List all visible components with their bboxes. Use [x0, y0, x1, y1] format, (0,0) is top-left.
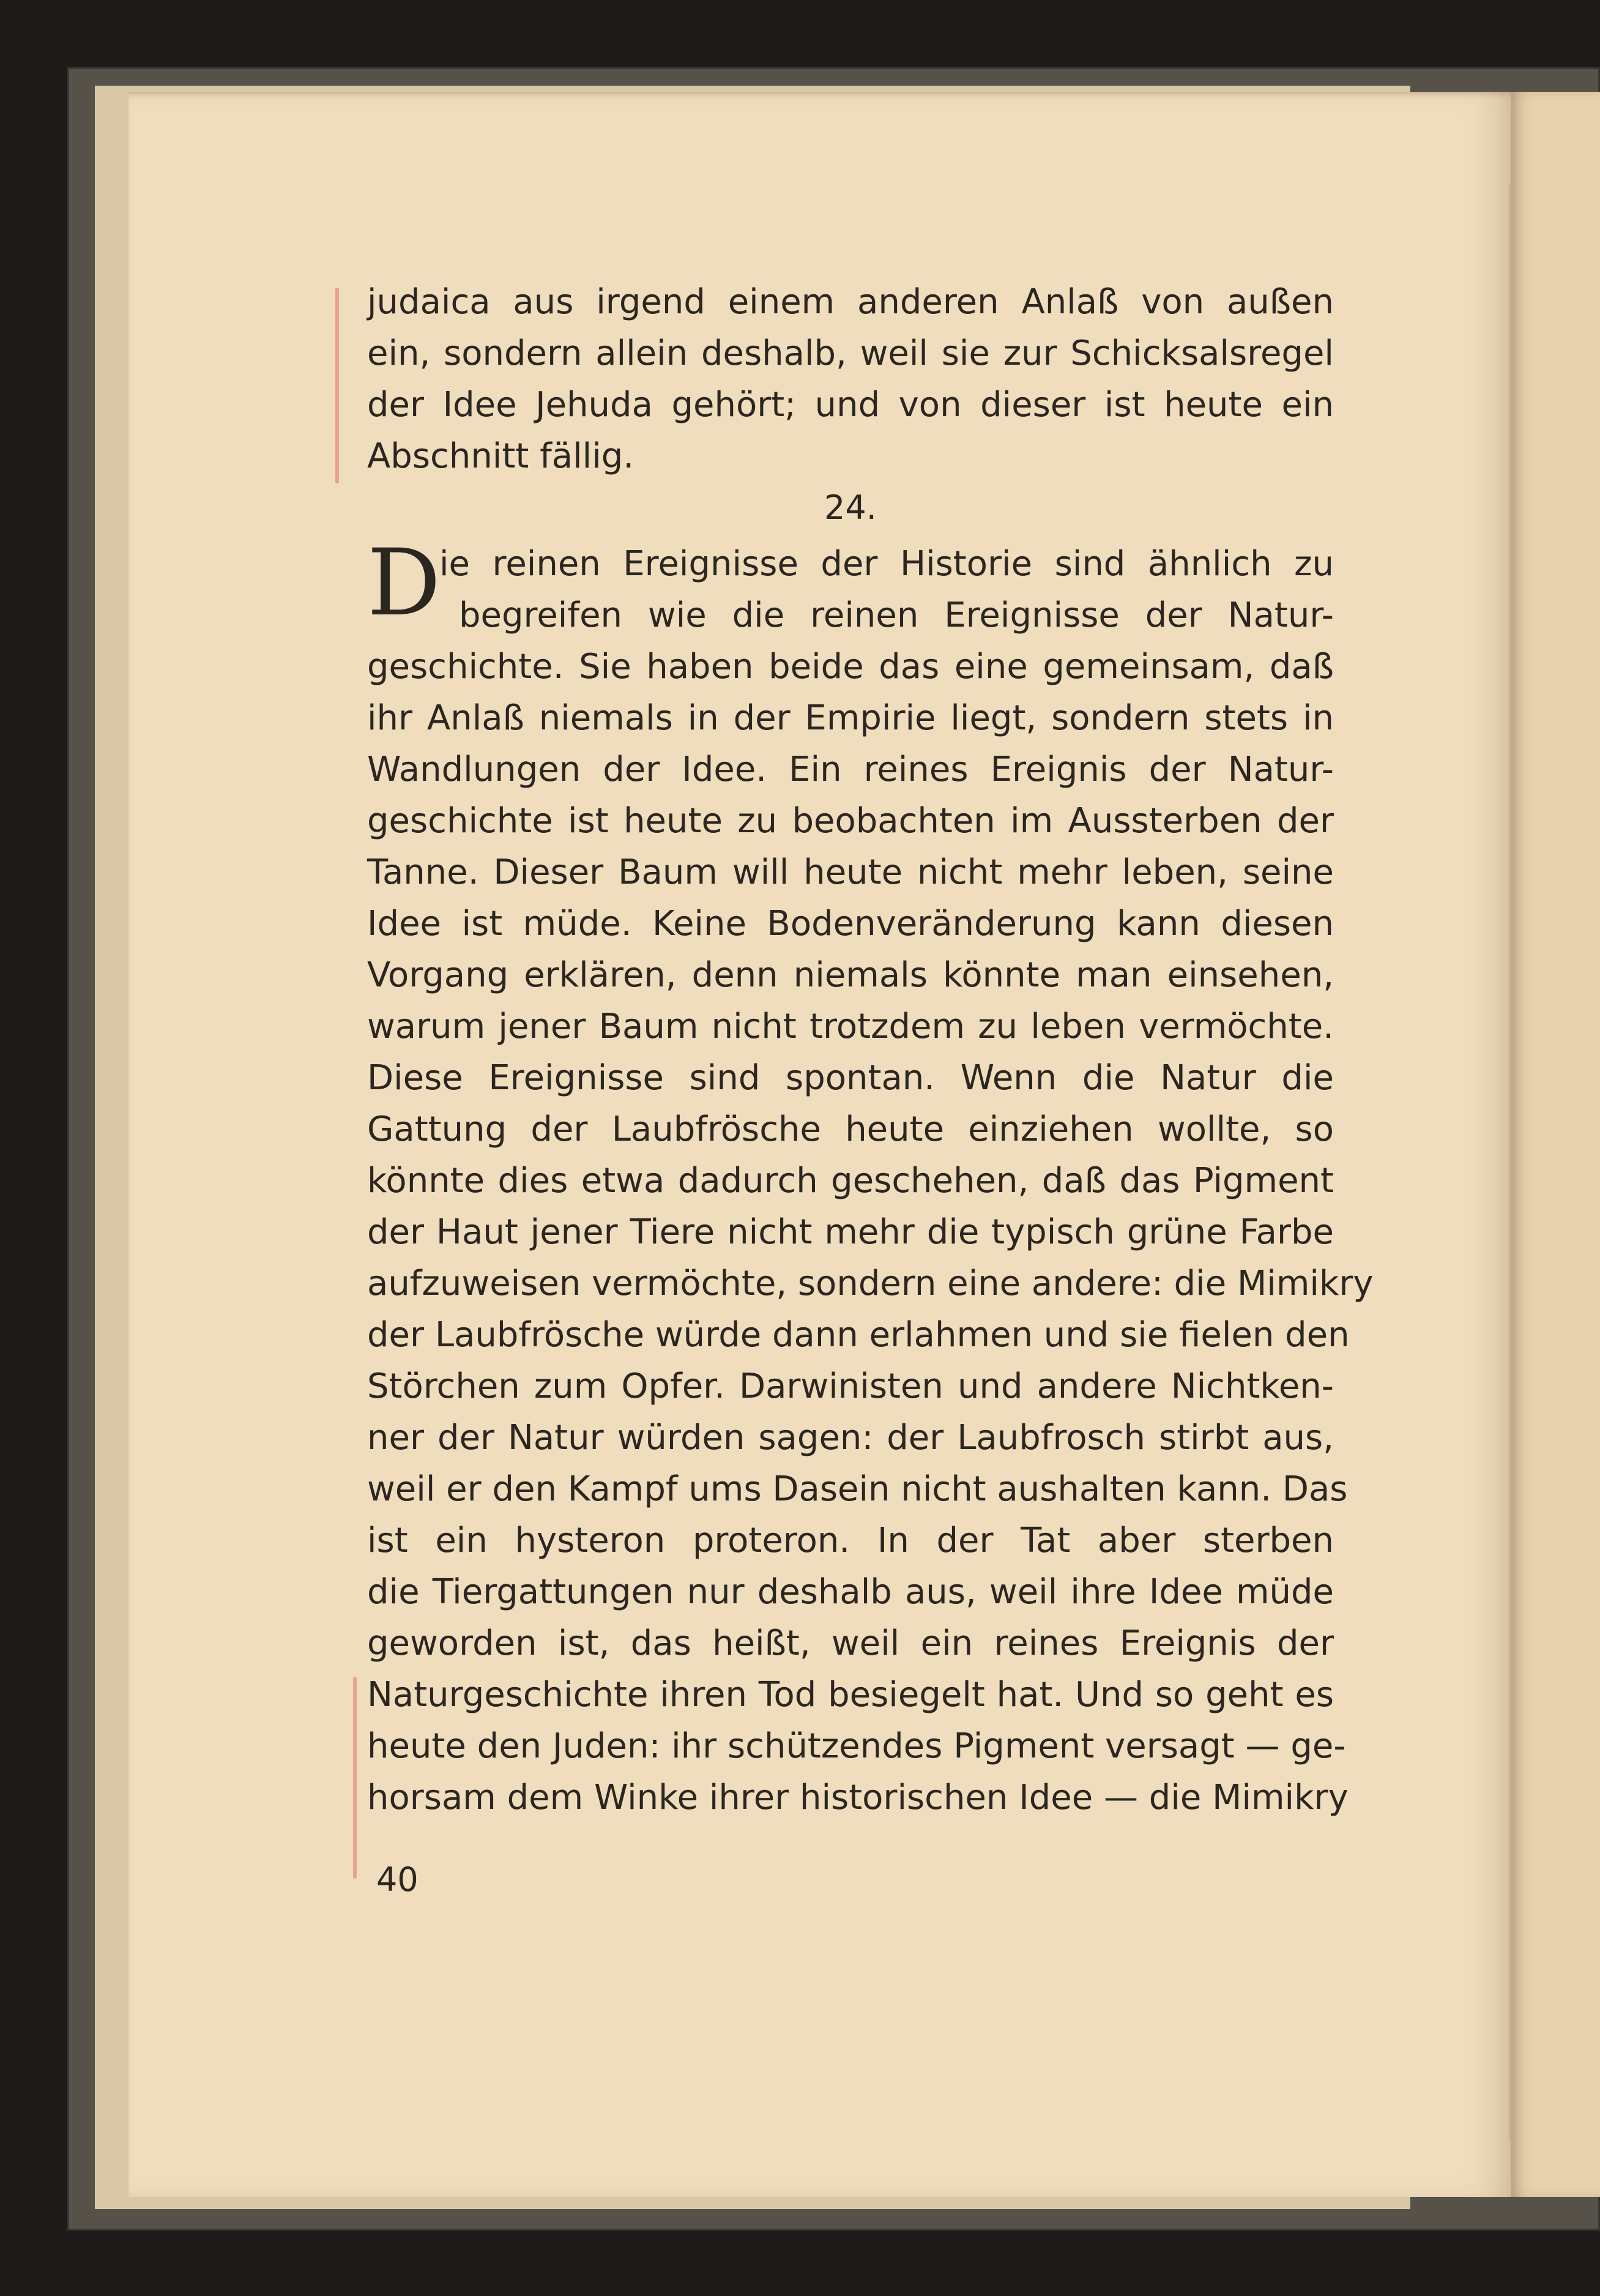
- text-line: begreifen wie die reinen Ereignisse der Natur-: [459, 595, 1334, 635]
- text-line: geschichte ist heute zu beobachten im Aussterben der: [367, 801, 1334, 841]
- text-line: der Haut jener Tiere nicht mehr die typisch grüne Farbe: [367, 1212, 1334, 1252]
- text-line: der Idee Jehuda gehört; und von dieser ist heute ein: [367, 385, 1334, 425]
- paragraph-continued: [367, 277, 1334, 482]
- text-line: geschichte. Sie haben beide das eine gemeinsam, daß: [367, 647, 1334, 687]
- text-line: heute den Juden: ihr schützendes Pigment versagt — ge-: [367, 1726, 1346, 1766]
- text-line: Diese Ereignisse sind spontan. Wenn die Natur die: [367, 1058, 1334, 1098]
- text-line: ihr Anlaß niemals in der Empirie liegt, sondern stets in: [367, 698, 1334, 738]
- text-line: Abschnitt fällig.: [367, 436, 634, 476]
- text-line: Gattung der Laubfrösche heute einziehen wollte, so: [367, 1109, 1334, 1149]
- text-line: Vorgang erklären, denn niemals könnte man einsehen,: [367, 955, 1334, 995]
- text-line: die Tiergattungen nur deshalb aus, weil ihre Idee müde: [367, 1572, 1334, 1612]
- text-line: judaica aus irgend einem anderen Anlaß von außen: [367, 282, 1334, 322]
- text-line: Wandlungen der Idee. Ein reines Ereignis der Natur-: [367, 750, 1334, 789]
- text-line: Störchen zum Opfer. Darwinisten und andere Nichtken-: [367, 1366, 1334, 1406]
- text-line: geworden ist, das heißt, weil ein reines Ereignis der: [367, 1623, 1334, 1663]
- text-line: warum jener Baum nicht trotzdem zu leben vermöchte.: [367, 1007, 1334, 1046]
- margin-pencil-mark: [335, 288, 339, 483]
- text-line: könnte dies etwa dadurch geschehen, daß das Pigment: [367, 1161, 1334, 1201]
- text-line: der Laubfrösche würde dann erlahmen und sie fielen den: [367, 1315, 1350, 1355]
- margin-pencil-mark: [353, 1677, 357, 1879]
- paragraph-section-24: [367, 530, 1374, 1824]
- text-line: Tanne. Dieser Baum will heute nicht mehr leben, seine: [367, 852, 1334, 892]
- facing-page-edge: [1511, 92, 1600, 2197]
- text-line: ist ein hysteron proteron. In der Tat aber sterben: [367, 1521, 1334, 1560]
- text-line: Idee ist müde. Keine Bodenveränderung kann diesen: [367, 904, 1334, 944]
- gutter-line: [1509, 184, 1511, 2142]
- drop-cap: D: [367, 530, 441, 636]
- text-line: ie reinen Ereignisse der Historie sind ähnlich zu: [439, 544, 1334, 584]
- text-line: ner der Natur würden sagen: der Laubfrosch stirbt aus,: [367, 1418, 1334, 1458]
- text-line: Naturgeschichte ihren Tod besiegelt hat. Und so geht es: [367, 1675, 1334, 1715]
- page-number: 40: [376, 1860, 419, 1899]
- text-line: ein, sondern allein deshalb, weil sie zur Schicksalsregel: [367, 334, 1334, 373]
- text-line: horsam dem Winke ihrer historischen Idee — die Mimikry: [367, 1778, 1349, 1817]
- section-number: 24.: [824, 488, 877, 527]
- text-line: aufzuweisen vermöchte, sondern eine andere: die Mimikry: [367, 1264, 1374, 1303]
- text-line: weil er den Kampf ums Dasein nicht aushalten kann. Das: [367, 1469, 1348, 1509]
